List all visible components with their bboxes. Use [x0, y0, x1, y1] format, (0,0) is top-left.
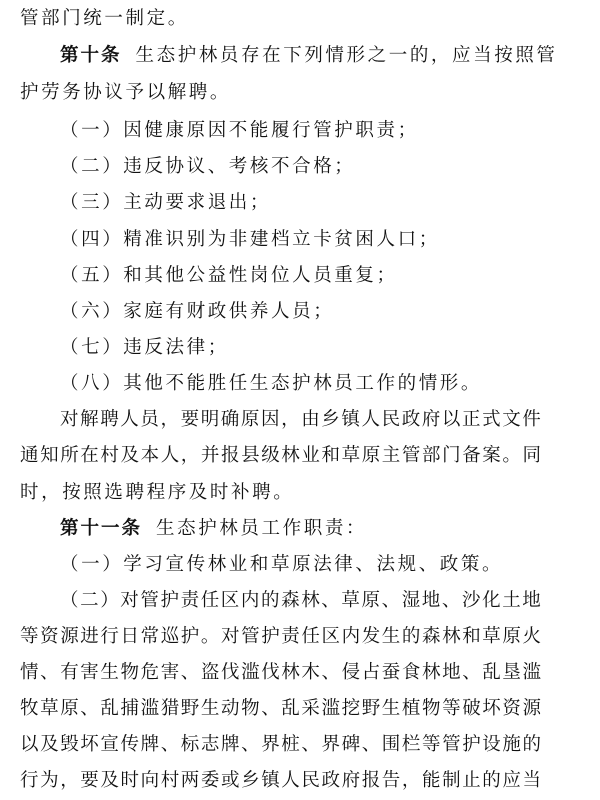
line-text: （七）违反法律； — [60, 337, 229, 358]
list-item — [0, 225, 600, 255]
line-text: 管部门统一制定。 — [20, 8, 189, 29]
line-text: 护劳务协议予以解聘。 — [20, 82, 232, 103]
list-item — [0, 586, 600, 616]
line-text: （四）精准识别为非建档立卡贫困人口； — [60, 229, 440, 250]
line-text: 以及毁坏宣传牌、标志牌、界桩、界碑、围栏等管护设施的 — [20, 734, 543, 755]
line-text: （五）和其他公益性岗位人员重复； — [60, 265, 398, 286]
text-line — [0, 622, 600, 652]
line-text: （八）其他不能胜任生态护林员工作的情形。 — [60, 373, 483, 394]
text-line — [0, 4, 600, 34]
line-text: （二）对管护责任区内的森林、草原、湿地、沙化土地 — [60, 590, 543, 611]
line-text: 时，按照选聘程序及时补聘。 — [20, 482, 295, 503]
list-item — [0, 261, 600, 291]
list-item — [0, 152, 600, 182]
line-text: 生态护林员存在下列情形之一的，应当按照管 — [135, 45, 558, 66]
text-line — [0, 658, 600, 688]
list-item — [0, 369, 600, 399]
line-text: 对解聘人员，要明确原因，由乡镇人民政府以正式文件 — [60, 409, 543, 430]
line-text: （一）因健康原因不能履行管护职责； — [60, 120, 419, 141]
line-text: 牧草原、乱捕滥猎野生动物、乱采滥挖野生植物等破坏资源 — [20, 698, 543, 719]
line-text: 行为，要及时向村两委或乡镇人民政府报告，能制止的应当 — [20, 770, 543, 791]
line-text: 情、有害生物危害、盗伐滥伐林木、侵占蚕食林地、乱垦滥 — [20, 662, 543, 683]
text-line — [0, 766, 600, 796]
list-item — [0, 188, 600, 218]
list-item — [0, 550, 600, 580]
list-item — [0, 116, 600, 146]
text-line — [0, 78, 600, 108]
line-text: 生态护林员工作职责： — [156, 518, 368, 539]
line-text: 通知所在村及本人，并报县级林业和草原主管部门备案。同 — [20, 445, 543, 466]
list-item — [0, 297, 600, 327]
line-text: （二）违反协议、考核不合格； — [60, 156, 356, 177]
text-line — [0, 478, 600, 508]
line-text: 等资源进行日常巡护。对管护责任区内发生的森林和草原火 — [20, 626, 543, 647]
article-heading: 第十条 — [60, 45, 122, 66]
list-item — [0, 333, 600, 363]
text-line — [0, 694, 600, 724]
line-text: （六）家庭有财政供养人员； — [60, 301, 335, 322]
line-text: （三）主动要求退出； — [60, 192, 272, 213]
text-line — [0, 730, 600, 760]
text-line — [0, 441, 600, 471]
article-10-line — [0, 41, 600, 71]
article-11-line — [0, 514, 600, 544]
line-text: （一）学习宣传林业和草原法律、法规、政策。 — [60, 554, 504, 575]
article-heading: 第十一条 — [60, 518, 143, 539]
text-line — [0, 405, 600, 435]
